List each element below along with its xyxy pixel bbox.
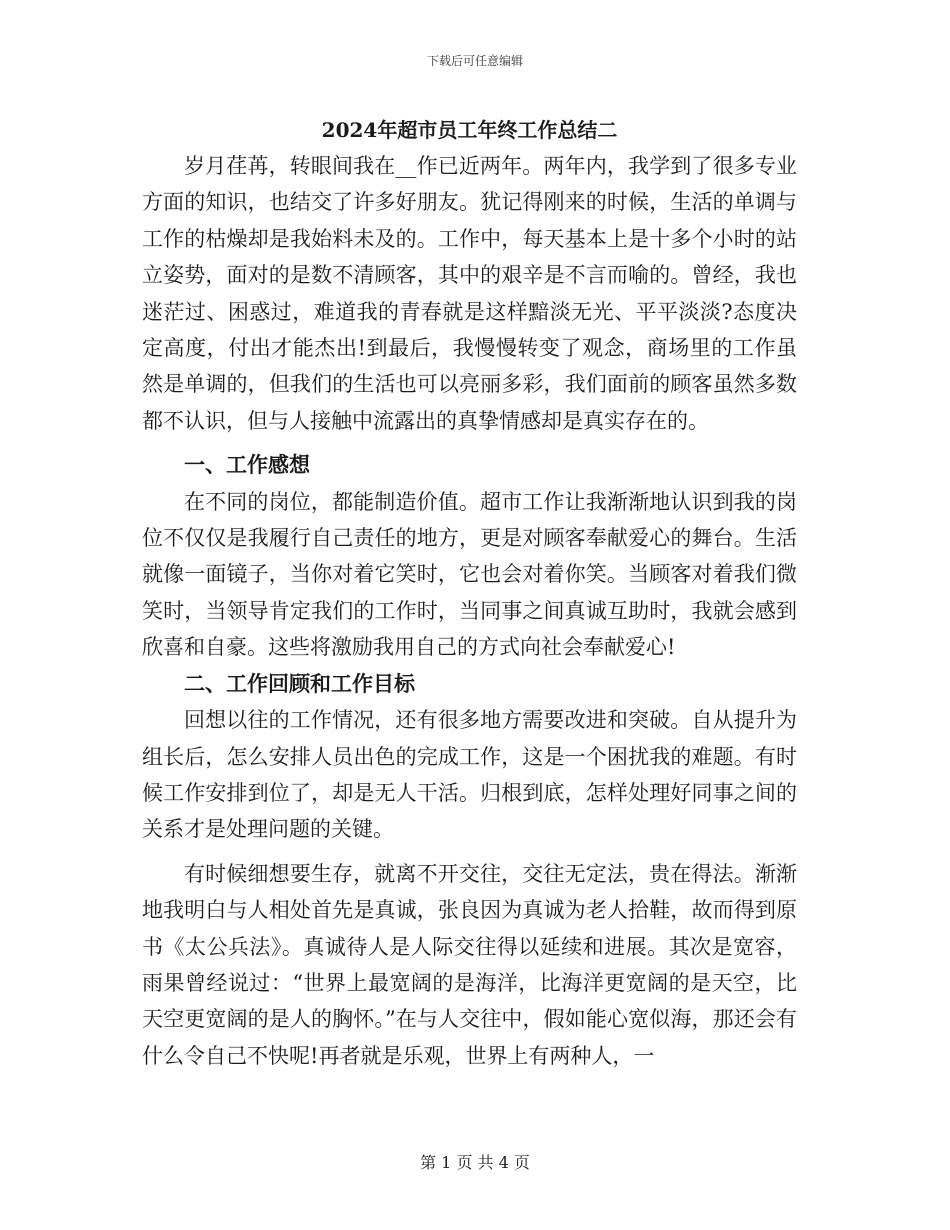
section2-paragraph-2: 有时候细想要生存，就离不开交往，交往无定法，贵在得法。渐渐地我明白与人相处首先是真诚，张良因为真诚为老人拾鞋，故而得到原书《太公兵法》。真诚待人是人际交往得以延续和进展。其次是宽容，雨果曾经说过：“世界上最宽阔的是海洋，比海洋更宽阔的是天空，比天空更宽阔的是人的胸怀。”在与人交往中，假如能心宽似海，那还会有什么令自己不快呢!再者就是乐观，世界上有两种人，一 (142, 861, 797, 1068)
section-heading-1: 一、工作感想 (184, 452, 310, 478)
page-header: 下载后可任意编辑 (426, 54, 523, 68)
section1-paragraph: 在不同的岗位，都能制造价值。超市工作让我渐渐地认识到我的岗位不仅仅是我履行自己责任的地方，更是对顾客奉献爱心的舞台。生活就像一面镜子，当你对着它笑时，它也会对着你笑。当顾客对着我们微笑时，当领导肯定我们的工作时，当同事之间真诚互助时，我就会感到欣喜和自豪。这些将激励我用自己的方式向社会奉献爱心! (142, 489, 797, 660)
document-title: 2024年超市员工年终工作总结二 (321, 118, 618, 142)
section2-paragraph-1: 回想以往的工作情况，还有很多地方需要改进和突破。自从提升为组长后，怎么安排人员出色的完成工作，这是一个困扰我的难题。有时候工作安排到位了，却是无人干活。归根到底，怎样处理好同事之间的关系才是处理问题的关键。 (142, 708, 797, 842)
intro-paragraph: 岁月荏苒，转眼间我在__作已近两年。两年内，我学到了很多专业方面的知识，也结交了许多好朋友。犹记得刚来的时候，生活的单调与工作的枯燥却是我始料未及的。工作中，每天基本上是十多个小时的站立姿势，面对的是数不清顾客，其中的艰辛是不言而喻的。曾经，我也迷茫过、困惑过，难道我的青春就是这样黯淡无光、平平淡淡?态度决定高度，付出才能杰出!到最后，我慢慢转变了观念，商场里的工作虽然是单调的，但我们的生活也可以亮丽多彩，我们面前的顾客虽然多数都不认识，但与人接触中流露出的真挚情感却是真实存在的。 (142, 154, 797, 433)
document-body (142, 112, 797, 1074)
section-heading-2: 二、工作回顾和工作目标 (184, 670, 415, 696)
page-footer: 第 1 页 共 4 页 (420, 1153, 530, 1172)
